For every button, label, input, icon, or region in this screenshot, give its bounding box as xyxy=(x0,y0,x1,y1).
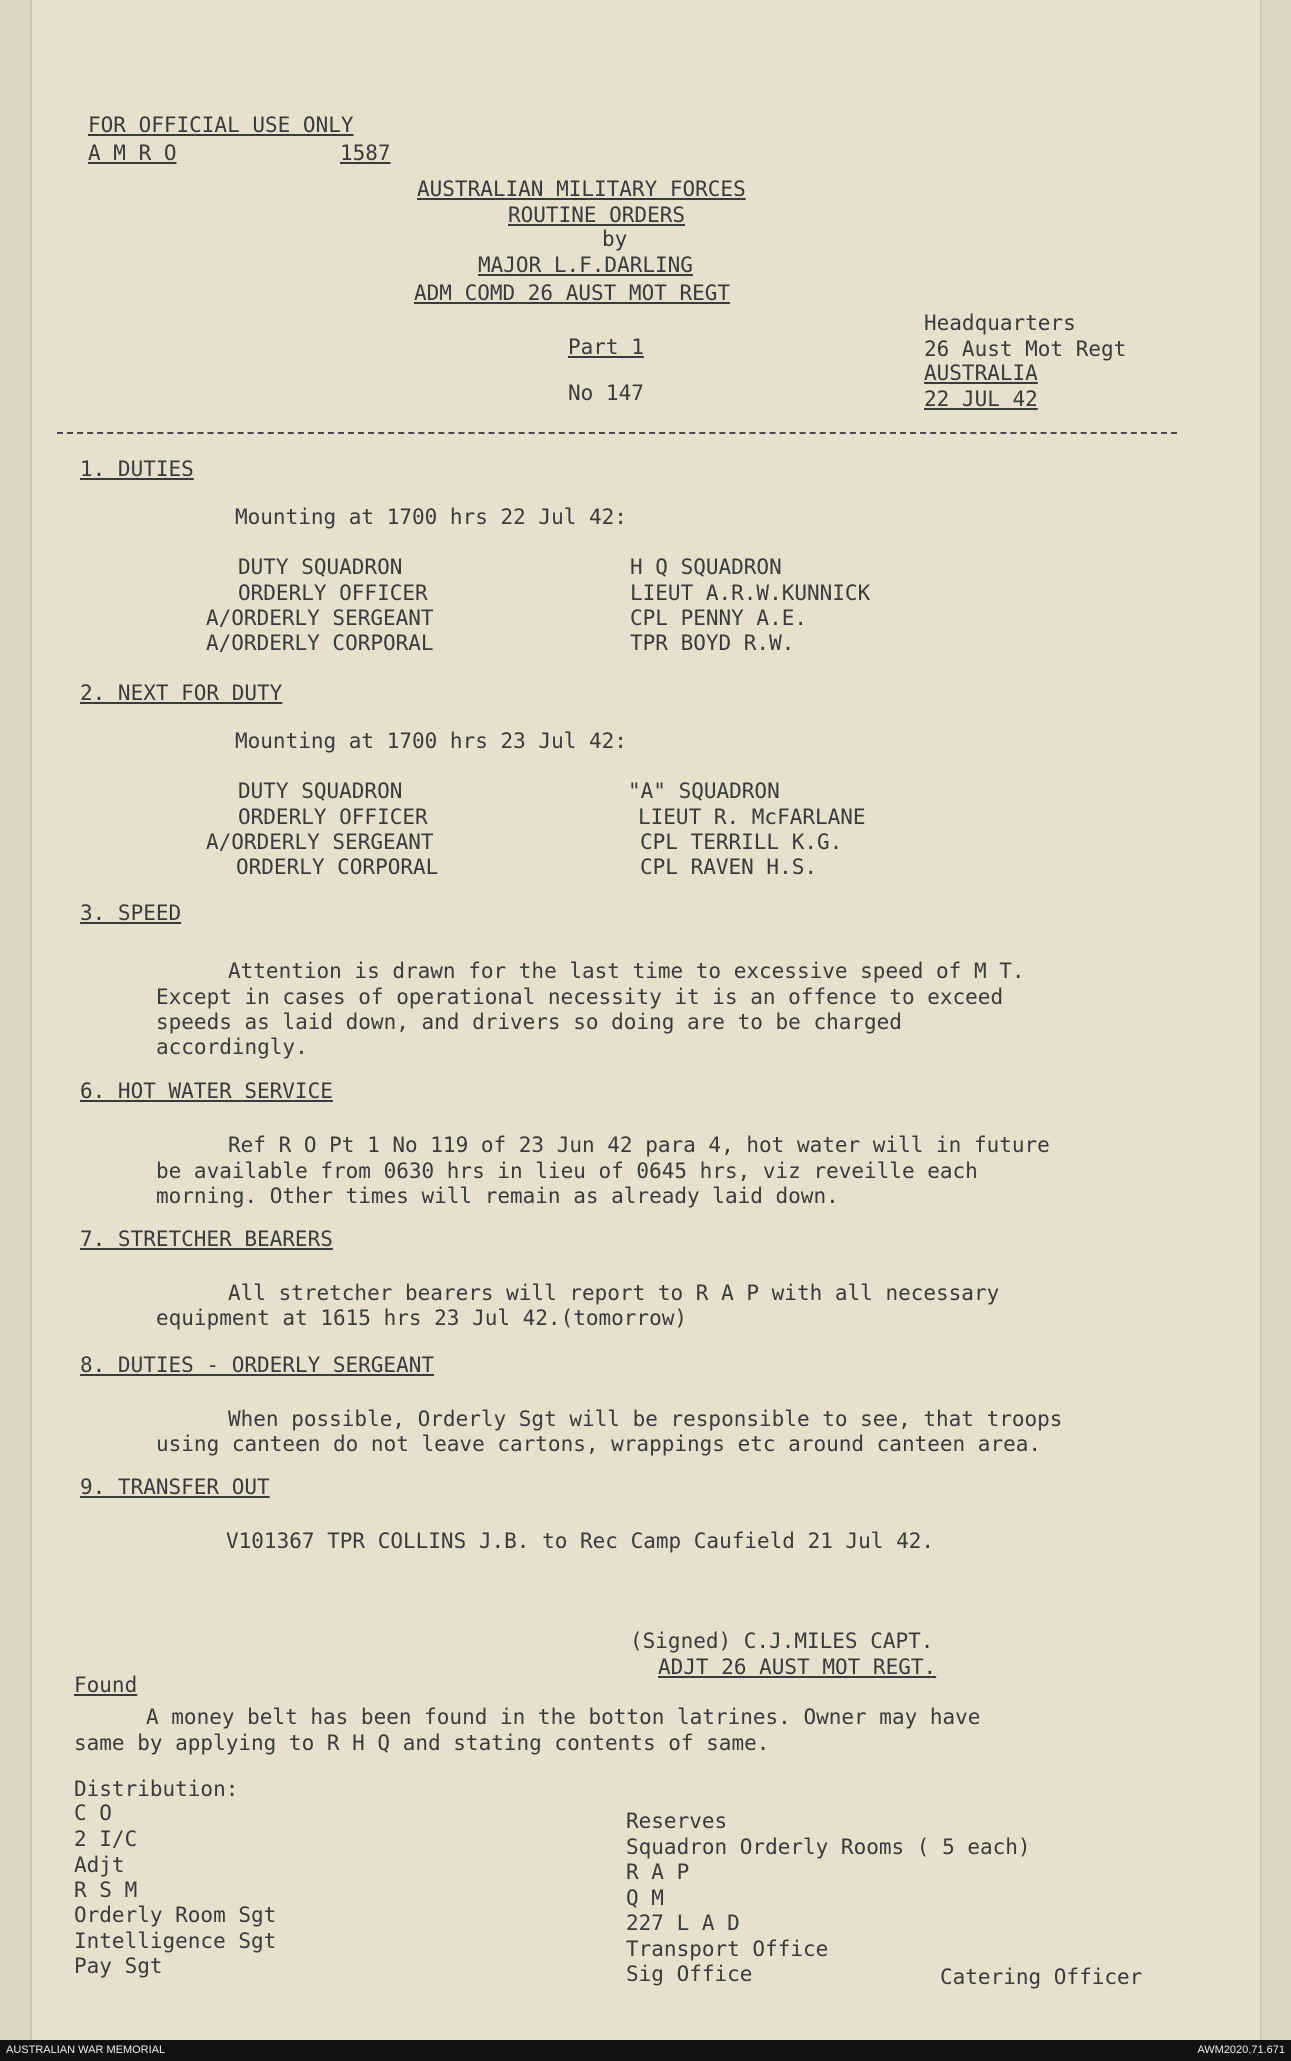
next-duty-name-4: CPL RAVEN H.S. xyxy=(640,855,818,879)
next-duty-heading: 2. NEXT FOR DUTY xyxy=(80,681,283,705)
duties-mounting: Mounting at 1700 hrs 22 Jul 42: xyxy=(235,505,627,529)
location-line-2: 26 Aust Mot Regt xyxy=(924,337,1127,361)
distribution-left-4: R S M xyxy=(74,1878,138,1902)
location-line-3: AUSTRALIA xyxy=(924,361,1038,385)
speed-line-3: speeds as laid down, and drivers so doing are to be charged xyxy=(156,1010,902,1034)
distribution-extra: Catering Officer xyxy=(940,1965,1143,1989)
footer-right: AWM2020.71.671 xyxy=(1197,2044,1285,2056)
orderly-sgt-heading: 8. DUTIES - ORDERLY SERGEANT xyxy=(80,1353,435,1377)
speed-heading: 3. SPEED xyxy=(80,901,182,925)
hot-water-heading: 6. HOT WATER SERVICE xyxy=(80,1079,333,1103)
title-line-3: by xyxy=(602,227,628,251)
next-duty-name-3: CPL TERRILL K.G. xyxy=(640,830,843,854)
found-line-1: A money belt has been found in the botton latrines. Owner may have xyxy=(146,1705,981,1729)
distribution-right-4: Q M xyxy=(626,1886,664,1910)
duties-role-2: ORDERLY OFFICER xyxy=(238,581,428,605)
part-label: Part 1 xyxy=(568,335,644,359)
duties-name-3: CPL PENNY A.E. xyxy=(630,606,808,630)
stretcher-line-1: All stretcher bearers will report to R A P with all necessary xyxy=(228,1281,1000,1305)
speed-line-2: Except in cases of operational necessity it is an offence to exceed xyxy=(156,985,1004,1009)
next-duty-name-2: LIEUT R. McFARLANE xyxy=(638,805,866,829)
distribution-left-2: 2 I/C xyxy=(74,1827,138,1851)
amro-label: A M R O xyxy=(88,141,177,165)
title-line-4: MAJOR L.F.DARLING xyxy=(478,253,693,277)
header-divider xyxy=(57,432,1177,434)
speed-line-4: accordingly. xyxy=(156,1035,308,1059)
hot-water-line-3: morning. Other times will remain as already laid down. xyxy=(156,1184,839,1208)
duties-role-1: DUTY SQUADRON xyxy=(238,555,403,579)
footer-left: AUSTRALIAN WAR MEMORIAL xyxy=(6,2044,166,2056)
classification: FOR OFFICIAL USE ONLY xyxy=(88,113,354,137)
stretcher-heading: 7. STRETCHER BEARERS xyxy=(80,1227,333,1251)
order-number: No 147 xyxy=(568,381,644,405)
next-duty-role-4: ORDERLY CORPORAL xyxy=(236,855,439,879)
duties-heading: 1. DUTIES xyxy=(80,457,194,481)
duties-role-4: A/ORDERLY CORPORAL xyxy=(206,631,434,655)
next-duty-mounting: Mounting at 1700 hrs 23 Jul 42: xyxy=(235,729,627,753)
next-duty-role-1: DUTY SQUADRON xyxy=(238,779,403,803)
distribution-right-2: Squadron Orderly Rooms ( 5 each) xyxy=(626,1835,1031,1859)
signature-line-2: ADJT 26 AUST MOT REGT. xyxy=(658,1655,937,1679)
amro-number: 1587 xyxy=(340,141,391,165)
transfer-line: V101367 TPR COLLINS J.B. to Rec Camp Caufield 21 Jul 42. xyxy=(226,1529,935,1553)
duties-name-4: TPR BOYD R.W. xyxy=(630,631,795,655)
title-line-5: ADM COMD 26 AUST MOT REGT xyxy=(414,281,731,305)
next-duty-role-2: ORDERLY OFFICER xyxy=(238,805,428,829)
found-line-2: same by applying to R H Q and stating contents of same. xyxy=(74,1731,770,1755)
distribution-right-1: Reserves xyxy=(626,1809,728,1833)
title-line-2: ROUTINE ORDERS xyxy=(508,203,686,227)
distribution-right-6: Transport Office xyxy=(626,1937,829,1961)
location-date: 22 JUL 42 xyxy=(924,387,1038,411)
speed-line-1: Attention is drawn for the last time to excessive speed of M T. xyxy=(228,959,1025,983)
signature-line-1: (Signed) C.J.MILES CAPT. xyxy=(630,1629,934,1653)
location-line-1: Headquarters xyxy=(924,311,1076,335)
distribution-left-3: Adjt xyxy=(74,1853,125,1877)
title-line-1: AUSTRALIAN MILITARY FORCES xyxy=(417,177,746,201)
orderly-sgt-line-1: When possible, Orderly Sgt will be responsible to see, that troops xyxy=(228,1407,1063,1431)
next-duty-role-3: A/ORDERLY SERGEANT xyxy=(206,830,434,854)
transfer-heading: 9. TRANSFER OUT xyxy=(80,1475,270,1499)
hot-water-line-1: Ref R O Pt 1 No 119 of 23 Jun 42 para 4, hot water will in future xyxy=(228,1133,1050,1157)
distribution-right-7: Sig Office xyxy=(626,1962,753,1986)
duties-name-2: LIEUT A.R.W.KUNNICK xyxy=(630,581,871,605)
stretcher-line-2: equipment at 1615 hrs 23 Jul 42.(tomorrow) xyxy=(156,1306,688,1330)
distribution-left-6: Intelligence Sgt xyxy=(74,1929,277,1953)
distribution-left-5: Orderly Room Sgt xyxy=(74,1903,277,1927)
found-heading: Found xyxy=(74,1673,138,1697)
hot-water-line-2: be available from 0630 hrs in lieu of 0645 hrs, viz reveille each xyxy=(156,1159,978,1183)
orderly-sgt-line-2: using canteen do not leave cartons, wrappings etc around canteen area. xyxy=(156,1432,1042,1456)
duties-role-3: A/ORDERLY SERGEANT xyxy=(206,606,434,630)
distribution-left-1: C O xyxy=(74,1801,112,1825)
next-duty-name-1: "A" SQUADRON xyxy=(628,779,780,803)
distribution-right-3: R A P xyxy=(626,1860,690,1884)
distribution-heading: Distribution: xyxy=(74,1777,239,1801)
distribution-left-7: Pay Sgt xyxy=(74,1954,163,1978)
duties-name-1: H Q SQUADRON xyxy=(630,555,782,579)
archive-footer xyxy=(0,2040,1291,2061)
distribution-right-5: 227 L A D xyxy=(626,1911,740,1935)
